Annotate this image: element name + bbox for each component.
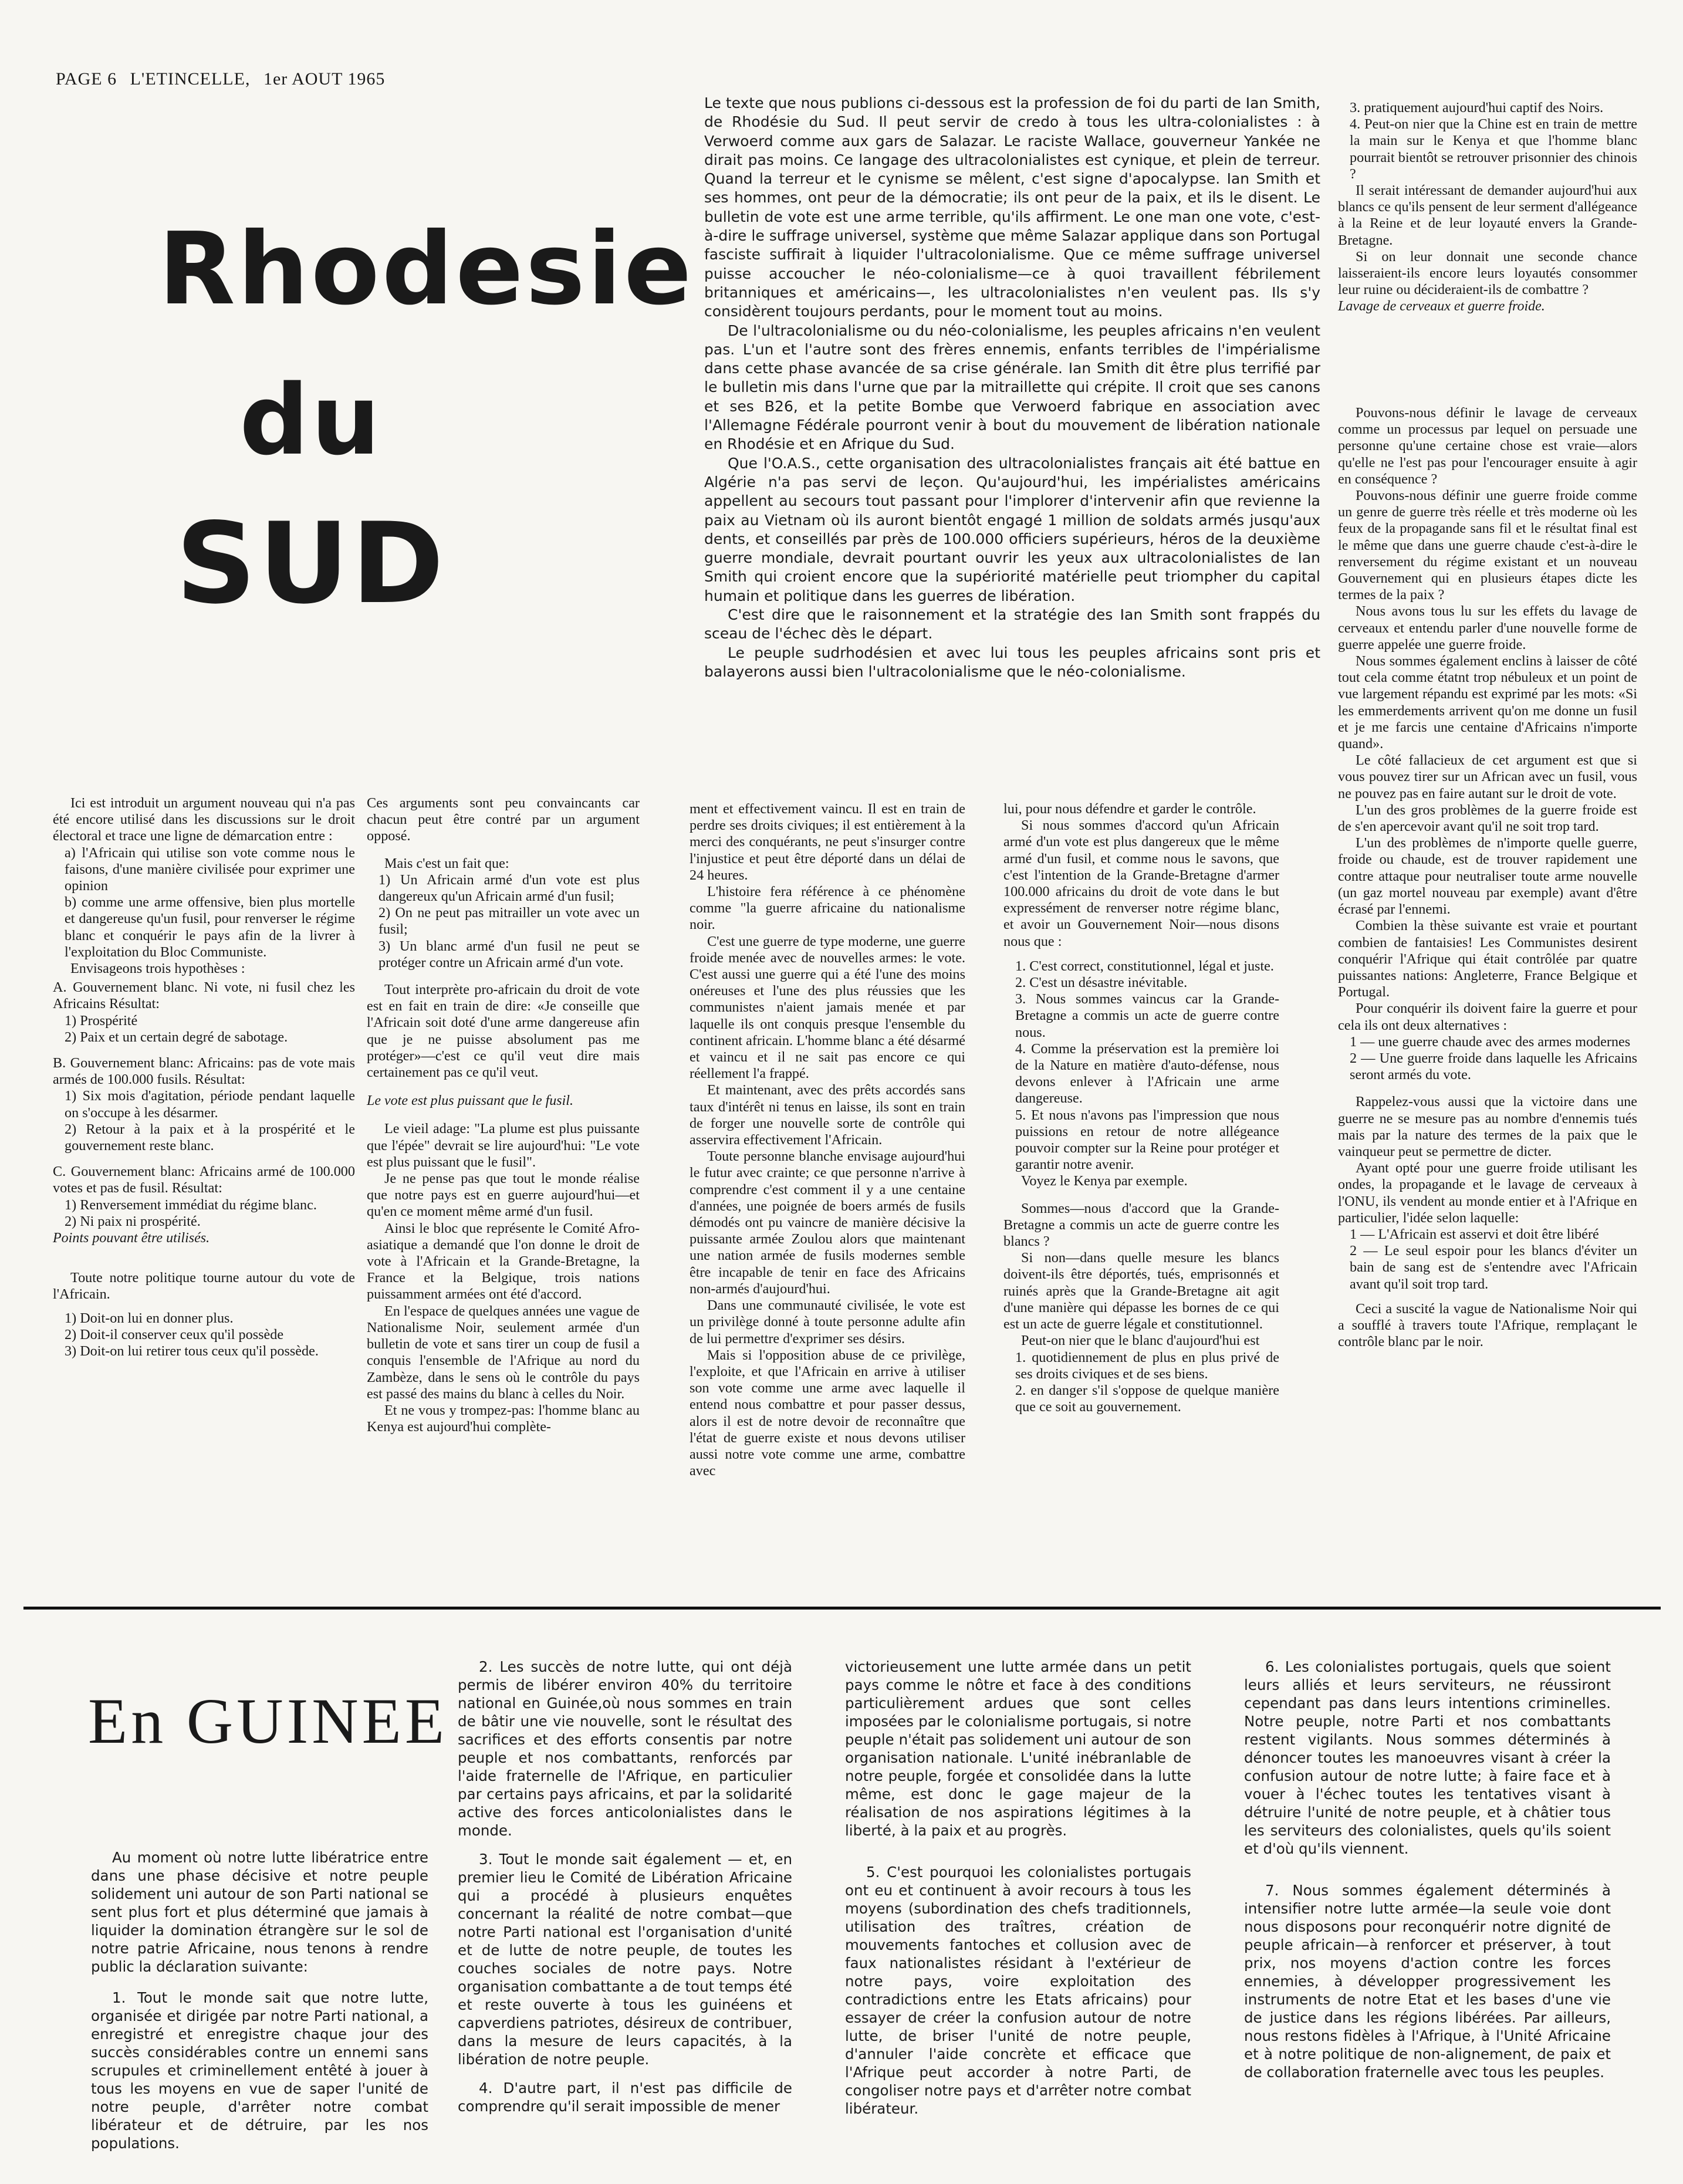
paragraph: Envisageons trois hypothèses : — [70, 961, 245, 977]
article-column-1 — [53, 795, 355, 1360]
list-item: 2) Ni paix ni prospérité. — [65, 1213, 201, 1229]
guinee-point-5: 5. C'est pourquoi les colonialistes portugais ont eu et continuent à avoir recours à tous les moyens (subordination des chefs traditionnels, utilisation des traîtres, création de mouvements fantoches et collusion avec de faux nationalistes résidant à l'extérieur de notre pays, voire exploitation des contradictions entre les Etats africains) pour essayer de créer la confusion autour de notre lutte, de briser l'unité de notre peuple, d'annuler l'aide concrète et efficace que l'Afrique peut accorder à notre Parti, de congoliser notre pays et d'arrêter notre combat libérateur. — [845, 1864, 1191, 2117]
guinee-intro: Au moment où notre lutte libératrice entre dans une phase décisive et notre peuple solidement uni autour de son Parti national se sent plus fort et plus déterminé que jamais à liquider la domination étrangère sur le sol de notre patrie Africaine, nous tenons à rendre public la déclaration suivante: — [91, 1849, 428, 1975]
paragraph: Pour conquérir ils doivent faire la guerre et pour cela ils ont deux alternatives : — [1338, 1000, 1637, 1033]
list-item: 1. quotidiennement de plus en plus privé de ses droits civiques et de ses biens. — [1015, 1349, 1279, 1382]
list-item: 2. C'est un désastre inévitable. — [1015, 975, 1188, 991]
list-item: 1 — L'Africain est asservi et doit être libéré — [1350, 1226, 1599, 1242]
paragraph: Mais c'est un fait que: — [384, 855, 509, 871]
guinee-headline: En GUINEE — [88, 1685, 448, 1757]
list-item: 3. pratiquement aujourd'hui captif des Noirs. — [1350, 100, 1604, 116]
list-item: 2) Paix et un certain degré de sabotage. — [65, 1029, 288, 1045]
list-item: 5. Et nous n'avons pas l'impression que nous puissions en retour de notre allégeance pouvoir compter sur la Reine pour protéger et garantir notre avenir. — [1015, 1107, 1279, 1173]
list-item: 1 — une guerre chaude avec des armes modernes — [1350, 1033, 1631, 1050]
hypothesis-b: B. Gouvernement blanc: Africains: pas de vote mais armés de 100.000 fusils. Résultat: — [53, 1055, 355, 1088]
paragraph: Si on leur donnait une seconde chance laisseraient-ils encore leurs loyautés consommer leur ruine ou décideraient-ils de combattre ? — [1338, 248, 1637, 298]
hypothesis-c: C. Gouvernement blanc: Africains armé de 100.000 votes et pas de fusil. Résultat: — [53, 1164, 355, 1196]
guinee-intro-column — [91, 1848, 428, 2163]
paragraph: En l'espace de quelques années une vague de Nationalisme Noir, seulement armée d'un bulletin de vote et sans tirer un coup de fusil a conquis l'ensemble de l'Afrique au nord du Zambèze, dans le sens où le contrôle du pays est passé des mains du blanc à celles du Noir. — [367, 1303, 640, 1402]
guinee-point-1: 1. Tout le monde sait que notre lutte, organisée et dirigée par notre Parti national, a enregistré et enregistre chaque jour des succès considérables contre un ennemi sans scrupules et criminellement entêté à jouer à tous les moyens en vue de saper l'unité de notre peuple, d'arrêter notre combat libérateur et de détruire, par les nos populations. — [91, 1989, 428, 2152]
list-item: 3) Un blanc armé d'un fusil ne peut se protéger contre un Africain armé d'un vote. — [378, 938, 640, 971]
guinee-point-4: 4. D'autre part, il n'est pas difficile de comprendre qu'il serait impossible de mener — [458, 2080, 792, 2115]
guinee-point-4-cont: victorieusement une lutte armée dans un petit pays comme le nôtre et face à des conditions particulièrement ardues que sont celles imposées par le colonialisme portugais, si notre peuple n'était pas solidement uni autour de son organisation nationale. L'unité inébranlable de notre peuple, forgée et consolidée dans la lutte même, est donc le gage majeur de la réalisation de nos aspirations légitimes à la liberté, à la paix et au progrès. — [845, 1658, 1191, 1839]
paragraph: lui, pour nous défendre et garder le contrôle. — [1003, 801, 1256, 817]
paragraph: Sommes—nous d'accord que la Grande-Bretagne a commis un acte de guerre contre les blancs ? — [1003, 1200, 1279, 1250]
subheading: Lavage de cerveaux et guerre froide. — [1338, 299, 1545, 315]
paragraph: Ainsi le bloc que représente le Comité Afro-asiatique a demandé que l'on donne le droit de vote à l'Africain et la Grande-Bretagne, la France et la Belgique, trois nations puissamment armées ont été d'accord. — [367, 1220, 640, 1303]
paragraph: Il serait intéressant de demander aujourd'hui aux blancs ce qu'ils pensent de leur serment d'allégeance à la Reine et de leur loyauté envers la Grande-Bretagne. — [1338, 182, 1637, 248]
paragraph: Si nous sommes d'accord qu'un Africain armé d'un vote est plus dangereux que le même armé d'un fusil, et comme nous le savons, que c'est l'intention de la Grande-Bretagne d'armer 100.000 africains du droit de vote dans le but expressément de renverser notre régime blanc, et avoir un Gouvernement Noir—nous disons nous que : — [1003, 817, 1279, 949]
article-column-4 — [1003, 801, 1279, 1415]
guinee-point-2: 2. Les succès de notre lutte, qui ont déjà permis de libérer environ 40% du territoire national en Guinée,où nous sommes en train de bâtir une vie nouvelle, sont le résultat des sacrifices et des efforts consentis par notre peuple et nos combattants, renforcés par l'aide fraternelle de l'Afrique, en particulier par certains pays africains, et par la solidarité active des forces anticolonialistes dans le monde. — [458, 1658, 792, 1839]
hypothesis-a: A. Gouvernement blanc. Ni vote, ni fusil chez les Africains Résultat: — [53, 979, 355, 1012]
paragraph: Ici est introduit un argument nouveau qui n'a pas été encore utilisé dans les discussions sur le droit électoral et trace une ligne de démarcation entre : — [53, 795, 355, 844]
intro-paragraph: C'est dire que le raisonnement et la stratégie des Ian Smith sont frappés du sceau de l'échec dès le départ. — [704, 606, 1320, 643]
intro-paragraph: Que l'O.A.S., cette organisation des ultracolonialistes français ait été battue en Algérie n'a pas servi de leçon. Qu'aujourd'hui, les impérialistes américains appellent au secours tout passant pour l'implorer d'intervenir afin que revienne la paix au Vietnam où ils auront bientôt engagé 1 million de soldats armés jusqu'aux dents, et conseillés par près de 100.000 officiers supérieurs, héros de la deuxième guerre mondiale, devrait pourtant ouvrir les yeux aux ultracolonialistes de Ian Smith qui croient encore que la supériorité matérielle peut triompher du capital humain et politique dans les guerres de libération. — [704, 454, 1320, 604]
paragraph: Nous sommes également enclins à laisser de côté tout cela comme étatnt trop nébuleux et un point de vue largement répandu est exprimé par les mots: «Si les emmerdements arrivent qu'on me donne un fusil et je me farcis une centaine d'Africains n'importe quand». — [1338, 653, 1637, 752]
list-item: 3) Doit-on lui retirer tous ceux qu'il possède. — [65, 1343, 319, 1360]
paragraph: L'un des problèmes de n'importe quelle guerre, froide ou chaude, est de trouver rapidement une contre attaque pour neutraliser toute arme nouvelle (un gaz mortel nouveau par exemple) avant d'être écrasé par l'ennemi. — [1338, 835, 1637, 918]
paragraph: C'est une guerre de type moderne, une guerre froide menée avec de nouvelles armes: le vote. C'est aussi une guerre qui a été l'une des moins onéreuses et l'une des plus réussies que les communistes n'aient jamais menée et par laquelle ils ont conquis presque l'ensemble du continent africain. L'homme blanc a été désarmé et vaincu et il ne sait pas encore ce qui réellement l'a frappé. — [690, 933, 965, 1082]
article-column-3 — [690, 801, 965, 1479]
paragraph: Pouvons-nous définir le lavage de cerveaux comme un processus par lequel on persuade une personne qu'une certaine chose est vraie—alors qu'elle ne l'est pas pour l'encourager ensuite à agir en conséquence ? — [1338, 405, 1637, 487]
section-divider — [23, 1607, 1661, 1610]
paragraph: Le côté fallacieux de cet argument est que si vous pouvez tirer sur un African avec un fusil, vous ne pouvez pas en faire autant sur le droit de vote. — [1338, 752, 1637, 802]
paragraph: Mais si l'opposition abuse de ce privilège, l'exploite, et que l'Africain en arrive à utiliser son vote comme une arme avec laquelle il entend nous combattre et pour passer dessus, alors il est de notre devoir de reconnaître que l'état de guerre existe et nous devons utiliser aussi notre vote comme une arme, combattre avec — [690, 1347, 965, 1479]
paragraph: Toute personne blanche envisage aujourd'hui le futur avec crainte; ce que personne n'arrive à comprendre c'est comment il y a une centaine d'années, une poignée de boers armés de fusils démodés ont pu vaincre de manière décisive la puissante armée Zoulou alors que maintenant une nation armée de fusils modernes semble être incapable de tenir en face des Africains non-armés d'aujourd'hui. — [690, 1148, 965, 1297]
journal-name: L'ETINCELLE, — [130, 69, 251, 89]
list-item: 4. Comme la préservation est la première loi de la Nature en matière d'auto-défense, nous devons enlever à l'Africain une arme dangereuse. — [1015, 1040, 1279, 1107]
paragraph: Voyez le Kenya par exemple. — [1021, 1173, 1188, 1189]
intro-paragraph: Le peuple sudrhodésien et avec lui tous les peuples africains sont pris et balayerons aussi bien l'ultracolonialisme que le néo-colonialisme. — [704, 644, 1320, 680]
issue-date: 1er AOUT 1965 — [263, 69, 386, 89]
subheading: Le vote est plus puissant que le fusil. — [367, 1093, 573, 1109]
paragraph: Peut-on nier que le blanc d'aujourd'hui est — [1021, 1333, 1260, 1349]
paragraph: Et maintenant, avec des prêts accordés sans taux d'intérêt ni tenus en laisse, ils sont en train de forger une nouvelle sorte de contrôle qui asservira effectivement l'Africain. — [690, 1082, 965, 1148]
page-number: PAGE 6 — [56, 69, 117, 89]
article-column-5 — [1338, 100, 1637, 315]
list-item: a) l'Africain qui utilise son vote comme nous le faisons, d'une manière civilisée pour exprimer une opinion — [65, 844, 355, 894]
list-item: 1) Doit-on lui en donner plus. — [65, 1310, 234, 1326]
intro-paragraph: De l'ultracolonialisme ou du néo-colonialisme, les peuples africains n'en veulent pas. L'un et l'autre sont des frères ennemis, enfants terribles de l'impérialisme dans cette phase avancée de sa crise générale. Ian Smith dit être plus terrifié par le bulletin mis dans l'urne que par la mitraillette qui crépite. Il croit que ses canons et ses B26, et la petite Bombe que Verwoerd fabrique en association avec l'Allemagne Fédérale pourront venir à bout du mouvement de libération nationale en Rhodésie et en Afrique du Sud. — [704, 322, 1320, 453]
guinee-point-6: 6. Les colonialistes portugais, quels que soient leurs alliés et leurs serviteurs, ne réussiront cependant pas dans leurs intentions criminelles. Notre peuple, notre Parti et nos combattants restent vigilants. Nous sommes déterminés à dénoncer toutes les manoeuvres visant à créer la confusion autour de notre lutte; à faire face et à vouer à l'échec toutes les tentatives visant à détruire l'unité de notre peuple, et à châtier tous les serviteurs des colonialistes, quels qu'ils soient et d'où qu'ils viennent. — [1244, 1658, 1611, 1857]
guinee-point-7: 7. Nous sommes également déterminés à intensifier notre lutte armée—la seule voie dont nous disposons pour reconquérir notre dignité de peuple africain—à renforcer et préserver, à tout prix, nos moyens d'action contre les forces ennemies, à développer progressivement les instruments de notre Etat et les bases d'une vie de justice dans les régions libérées. Par ailleurs, nous restons fidèles à l'Afrique, à l'Unité Africaine et à notre politique de non-alignement, de paix et de collaboration fraternelle avec tous les peuples. — [1244, 1882, 1611, 2081]
paragraph: Toute notre politique tourne autour du vote de l'Africain. — [53, 1270, 355, 1303]
paragraph: Le vieil adage: "La plume est plus puissante que l'épée" devrait se lire aujourd'hui: "Le vote est plus puissant que le fusil". — [367, 1121, 640, 1170]
guinee-column-2 — [458, 1658, 792, 2126]
list-item: 2 — Le seul espoir pour les blancs d'éviter un bain de sang est de s'entendre avec l'Africain avant qu'il soit trop tard. — [1350, 1243, 1637, 1292]
article-column-2 — [367, 795, 640, 1435]
paragraph: Nous avons tous lu sur les effets du lavage de cerveaux et entendu parler d'une nouvelle forme de guerre appelée une guerre froide. — [1338, 603, 1637, 653]
list-item: 2) On ne peut pas mitrailler un vote avec un fusil; — [378, 905, 640, 938]
article-column-6 — [1338, 405, 1637, 1350]
list-item: 3. Nous sommes vaincus car la Grande-Bretagne a commis un acte de guerre contre nous. — [1015, 991, 1279, 1040]
paragraph: Tout interprète pro-africain du droit de vote est en fait en train de dire: «Je conseille que l'Africain soit doté d'une arme dangereuse afin que je ne puisse absolument pas me protéger»—c'est ce qu'il veut dire mais certainement pas ce qu'il veut. — [367, 982, 640, 1081]
paragraph: L'un des gros problèmes de la guerre froide est de s'en apercevoir avant qu'il ne soit trop tard. — [1338, 802, 1637, 835]
list-item: 1. C'est correct, constitutionnel, légal et juste. — [1015, 958, 1274, 974]
list-item: 2) Doit-il conserver ceux qu'il possède — [65, 1326, 284, 1343]
intro-paragraph: Le texte que nous publions ci-dessous est la profession de foi du parti de Ian Smith, de Rhodésie du Sud. Il peut servir de credo à tous les ultra-colonialistes : à Verwoerd comme aux gars de Salazar. Le raciste Wallace, gouverneur Yankée ne dirait pas moins. Ce langage des ultracolonialistes est cynique, et plein de terreur. Quand la terreur et le cynisme se mêlent, c'est signe d'apocalypse. Ian Smith et ses hommes, ont peur de la démocratie; ils ont peur de la paix, et ils le disent. Le bulletin de vote est une arme terrible, qu'ils affirment. Le one man one vote, c'est-à-dire le suffrage universel, système que même Salazar applique dans son Portugal fasciste suffirait à liquider l'ultracolonialisme. Que ce même suffrage universel puisse accoucher le néo-colonialisme—ce à quoi travaillent fébrilement britanniques et américains—, les ultracolonialistes n'en veulent pas. Ils s'y considèrent toujours perdants, pour le moment tout au moins. — [704, 94, 1320, 320]
guinee-column-4 — [1244, 1658, 1611, 2092]
paragraph: Pouvons-nous définir une guerre froide comme un genre de guerre très réelle et très moderne où les feux de la propagande sans fil et le résultat final est le même que dans une guerre chaude c'est-à-dire le renversement du régime existant et un nouveau Gouvernement qui en plusieurs étapes dicte les termes de la paix ? — [1338, 488, 1637, 603]
list-item: 4. Peut-on nier que la Chine est en train de mettre la main sur le Kenya et que l'homme blanc pourrait bientôt se retrouver prisonnier des chinois ? — [1350, 116, 1637, 182]
list-item: b) comme une arme offensive, bien plus mortelle et dangereuse qu'un fusil, pour renverser le régime blanc et conquérir le pays afin de la livrer à l'exploitation du Bloc Communiste. — [65, 894, 355, 960]
paragraph: Rappelez-vous aussi que la victoire dans une guerre ne se mesure pas au nombre d'ennemis tués mais par la nature des termes de la paix que le vainqueur peut se permettre de dicter. — [1338, 1094, 1637, 1159]
paragraph: Et ne vous y trompez-pas: l'homme blanc au Kenya est aujourd'hui complète- — [367, 1402, 640, 1435]
list-item: 1) Un Africain armé d'un vote est plus dangereux qu'un Africain armé d'un fusil; — [378, 871, 640, 905]
list-item: 1) Six mois d'agitation, période pendant laquelle on s'occupe à les désarmer. — [65, 1088, 355, 1121]
paragraph: L'histoire fera référence à ce phénomène comme "la guerre africaine du nationalisme noir. — [690, 884, 965, 933]
paragraph: Si non—dans quelle mesure les blancs doivent-ils être déportés, tués, emprisonnés et ruinés après que la Grande-Bretagne ait agit d'une manière qui dépasse les bornes de ce qui est un acte de guerre légale et constitutionnel. — [1003, 1250, 1279, 1333]
list-item: 2. en danger s'il s'oppose de quelque manière que ce soit au gouvernement. — [1015, 1382, 1279, 1415]
headline-line-2: du — [239, 364, 383, 476]
list-item: 1) Renversement immédiat du régime blanc. — [65, 1196, 317, 1213]
paragraph: Dans une communauté civilisée, le vote est un privilège donné à toute personne adulte afin de lui permettre d'exprimer ses désirs. — [690, 1297, 965, 1347]
paragraph: Combien la thèse suivante est vraie et pourtant combien de fantaisies! Les Communistes desirent conquérir l'Afrique qui était contrôlée par quatre puissantes nations: Angleterre, France Belgique et Portugal. — [1338, 918, 1637, 1000]
paragraph: ment et effectivement vaincu. Il est en train de perdre ses droits civiques; il est entièrement à la merci des conquérants, ne peut s'insurger contre l'injustice et peut être déporté dans un délai de 24 heures. — [690, 801, 965, 883]
paragraph: Ces arguments sont peu convaincants car chacun peut être contré par un argument opposé. — [367, 795, 640, 844]
list-item: 2 — Une guerre froide dans laquelle les Africains seront armés du vote. — [1350, 1050, 1637, 1083]
intro-text — [704, 94, 1320, 681]
guinee-point-3: 3. Tout le monde sait également — et, en premier lieu le Comité de Libération Africaine qui a procédé à plusieurs enquêtes concernant la réalité de notre combat—que notre Parti national est l'organisation d'unité et de lutte de notre peuple, de toutes les couches sociales de notre pays. Notre organisation combattante a de tout temps été et reste ouverte à tous les guinéens et capverdiens patriotes, désireux de contribuer, dans la mesure de leurs capacités, à la libération de notre peuple. — [458, 1851, 792, 2068]
subheading: Points pouvant être utilisés. — [53, 1230, 210, 1246]
masthead — [56, 69, 393, 89]
paragraph: Ayant opté pour une guerre froide utilisant les ondes, la propagande et le lavage de cerveaux à l'ONU, ils vendent au monde entier et à l'Afrique en particulier, l'idée selon laquelle: — [1338, 1160, 1637, 1226]
headline-line-1: Rhodesie — [158, 211, 694, 327]
paragraph: Ceci a suscité la vague de Nationalisme Noir qui a soufflé à travers toute l'Afrique, remplaçant le contrôle blanc par le noir. — [1338, 1300, 1637, 1350]
list-item: 1) Prospérité — [65, 1012, 138, 1029]
list-item: 2) Retour à la paix et à la prospérité et le gouvernement reste blanc. — [65, 1121, 355, 1154]
guinee-column-3 — [845, 1658, 1191, 2128]
headline-line-3: SUD — [175, 499, 447, 628]
paragraph: Je ne pense pas que tout le monde réalise que notre pays est en guerre aujourd'hui—et qu'en ce moment même armé d'un fusil. — [367, 1171, 640, 1220]
